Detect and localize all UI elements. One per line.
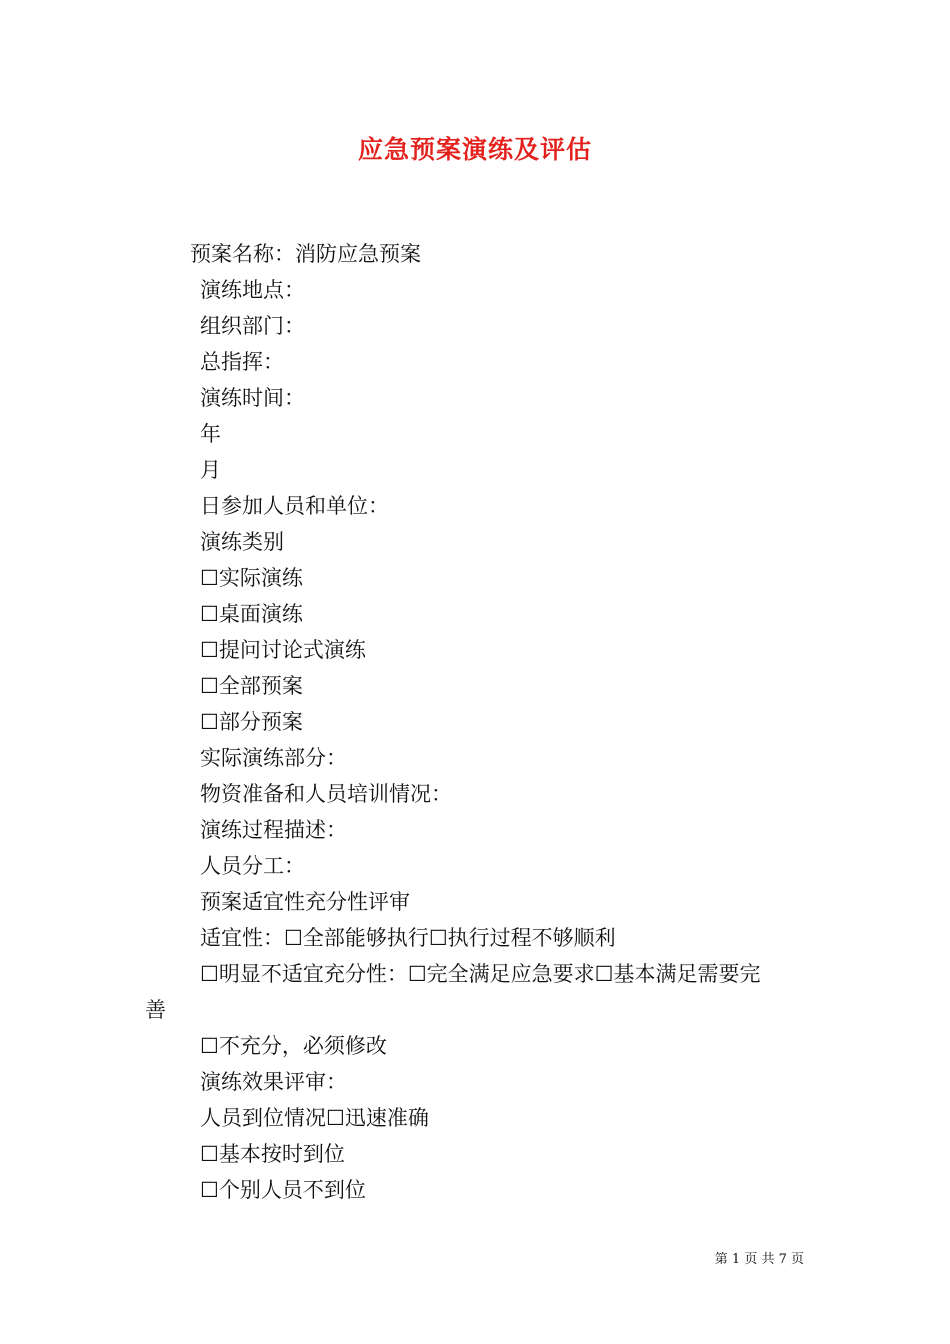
page-number-footer: 第 1 页 共 7 页 — [714, 1252, 804, 1267]
drill-category-line: 演练类别 — [200, 530, 284, 554]
checkbox-some-absent: ☐个别人员不到位 — [200, 1178, 366, 1202]
drill-time-line: 演练时间： — [200, 386, 305, 410]
checkbox-insufficient: ☐不充分，必须修改 — [200, 1034, 387, 1058]
suitability-line: 适宜性：☐全部能够执行☐执行过程不够顺利 — [200, 926, 616, 950]
adequacy-line-wrap: 善 — [145, 998, 166, 1022]
staff-division-line: 人员分工： — [200, 854, 305, 878]
staff-arrival-line: 人员到位情况☐迅速准确 — [200, 1106, 429, 1130]
checkbox-basically-on-time: ☐基本按时到位 — [200, 1142, 345, 1166]
drill-effect-review-heading: 演练效果评审： — [200, 1070, 347, 1094]
drill-location-line: 演练地点： — [200, 278, 305, 302]
checkbox-partial-plan: ☐部分预案 — [200, 710, 303, 734]
checkbox-tabletop-drill: ☐桌面演练 — [200, 602, 303, 626]
plan-name-line: 预案名称：消防应急预案 — [190, 242, 421, 266]
year-line: 年 — [200, 422, 221, 446]
checkbox-discussion-drill: ☐提问讨论式演练 — [200, 638, 366, 662]
document-title: 应急预案演练及评估 — [357, 135, 592, 164]
materials-training-line: 物资准备和人员培训情况： — [200, 782, 452, 806]
commander-line: 总指挥： — [200, 350, 284, 374]
month-line: 月 — [200, 458, 221, 482]
actual-drill-section-line: 实际演练部分： — [200, 746, 347, 770]
checkbox-actual-drill: ☐实际演练 — [200, 566, 303, 590]
document-body — [0, 236, 950, 1208]
checkbox-full-plan: ☐全部预案 — [200, 674, 303, 698]
drill-process-line: 演练过程描述： — [200, 818, 347, 842]
plan-review-heading: 预案适宜性充分性评审 — [200, 890, 410, 914]
adequacy-line: ☐明显不适宜充分性：☐完全满足应急要求☐基本满足需要完 — [200, 962, 761, 986]
organizing-dept-line: 组织部门： — [200, 314, 305, 338]
participants-line: 日参加人员和单位： — [200, 494, 389, 518]
